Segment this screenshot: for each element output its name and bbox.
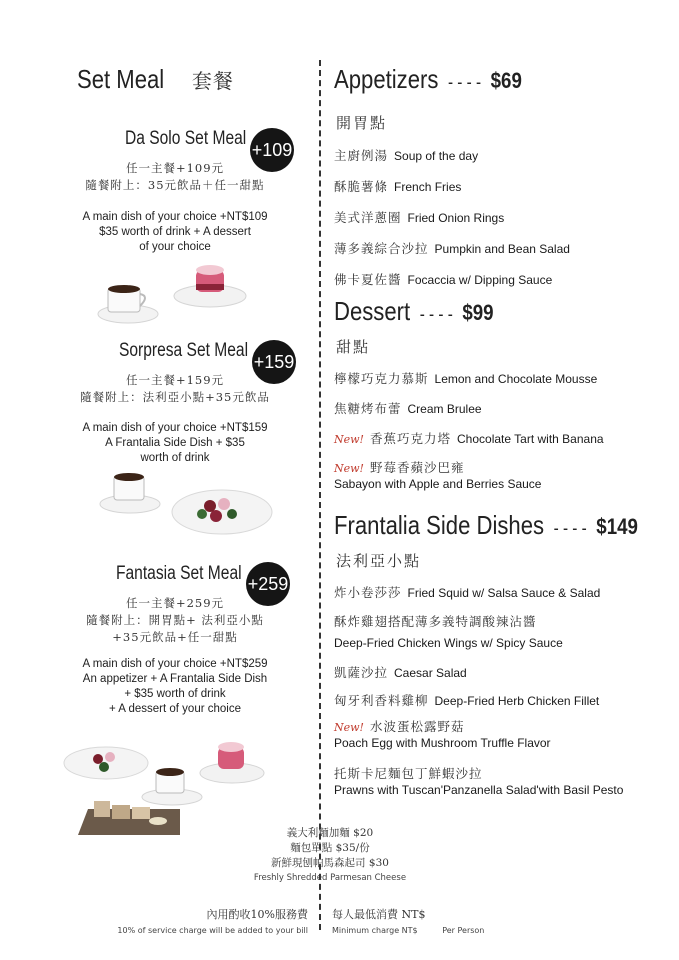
menu-item: 美式洋蔥圈 Fried Onion Rings xyxy=(334,210,505,225)
price-badge-sorpresa: +159 xyxy=(252,340,296,384)
set-en-sorpresa: A main dish of your choice +NT$159 A Frantalia Side Dish + $35 worth of drink xyxy=(82,422,268,464)
menu-item: 托斯卡尼麵包丁鮮蝦沙拉 xyxy=(334,766,483,781)
menu-item: 薄多義綜合沙拉 Pumpkin and Bean Salad xyxy=(334,241,570,256)
menu-item: 炸小卷莎莎 Fried Squid w/ Salsa Sauce & Salad xyxy=(334,585,601,600)
coffee-and-cake-image xyxy=(92,258,272,338)
menu-item-en: Deep-Fried Chicken Wings w/ Spicy Sauce xyxy=(334,636,563,650)
menu-item: 酥脆薯條 French Fries xyxy=(334,179,462,194)
menu-item: 主廚例湯 Soup of the day xyxy=(334,148,479,163)
dessert-title: Dessert - - - - $99 xyxy=(334,296,494,326)
column-divider xyxy=(319,60,321,930)
service-charge-note: 內用酌收10%服務費 10% of service charge will be added to your bill xyxy=(117,908,308,935)
appetizers-zh: 開胃點 xyxy=(336,114,388,132)
menu-item: 酥炸雞翅搭配薄多義特調酸辣沾醬 xyxy=(334,614,537,629)
minimum-charge-note: 每人最低消費 NT$ Minimum charge NT$ Per Person xyxy=(332,908,485,935)
menu-item: New! 香蕉巧克力塔 Chocolate Tart with Banana xyxy=(334,431,604,446)
menu-item: 凱薩沙拉 Caesar Salad xyxy=(334,665,467,680)
coffee-and-side-dish-image xyxy=(92,464,282,544)
set-en-da-solo: A main dish of your choice +NT$109 $35 worth of drink + A dessert of your choice xyxy=(82,211,268,253)
price-badge-fantasia: +259 xyxy=(246,562,290,606)
set-zh-fantasia: 任一主餐+259元 隨餐附上：開胃點+ 法利亞小點 +35元飲品+任一甜點 xyxy=(86,596,264,644)
set-name-da-solo: Da Solo Set Meal xyxy=(125,128,247,149)
menu-item: New! 野莓香蘋沙巴雍 xyxy=(334,460,465,475)
new-badge: New! xyxy=(334,721,364,734)
set-zh-da-solo: 任一主餐+109元 隨餐附上：35元飲品＋任一甜點 xyxy=(85,161,265,192)
set-meal-title xyxy=(77,64,234,95)
menu-item: 檸檬巧克力慕斯 Lemon and Chocolate Mousse xyxy=(334,371,598,386)
new-badge: New! xyxy=(334,433,364,446)
set-en-fantasia: A main dish of your choice +NT$259 An appetizer + A Frantalia Side Dish + $35 worth of drink + A dessert of your choice xyxy=(82,658,268,715)
set-meal-title-zh: 套餐 xyxy=(191,69,234,93)
set-meal-title-en: Set Meal xyxy=(77,64,165,94)
new-badge: New! xyxy=(334,462,364,475)
set-name-fantasia: Fantasia Set Meal xyxy=(116,563,242,584)
menu-item-en: Prawns with Tuscan'Panzanella Salad'with Basil Pesto xyxy=(334,783,624,797)
appetizers-title: Appetizers - - - - $69 xyxy=(334,64,522,94)
set-name-sorpresa: Sorpresa Set Meal xyxy=(119,340,249,361)
menu-item: New! 水波蛋松露野菇 xyxy=(334,719,465,734)
price-badge-da-solo: +109 xyxy=(250,128,294,172)
menu-item: 焦糖烤布蕾 Cream Brulee xyxy=(334,401,482,416)
dessert-zh: 甜點 xyxy=(336,338,371,356)
extras-block: 義大利麵加麵 $20 麵包單點 $35/份 新鮮現刨帕馬森起司 $30 Freshly Shredded Parmesan Cheese xyxy=(253,827,407,883)
menu-item-en: Sabayon with Apple and Berries Sauce xyxy=(334,477,542,491)
side-dishes-zh: 法利亞小點 xyxy=(336,552,422,570)
menu-item-en: Poach Egg with Mushroom Truffle Flavor xyxy=(334,736,551,750)
menu-item: 佛卡夏佐醬 Focaccia w/ Dipping Sauce xyxy=(334,272,553,287)
side-dishes-title: Frantalia Side Dishes - - - - $149 xyxy=(334,510,638,540)
set-zh-sorpresa: 任一主餐+159元 隨餐附上：法利亞小點+35元飲品 xyxy=(80,373,270,404)
menu-item: 匈牙利香料雞柳 Deep-Fried Herb Chicken Fillet xyxy=(334,693,600,708)
